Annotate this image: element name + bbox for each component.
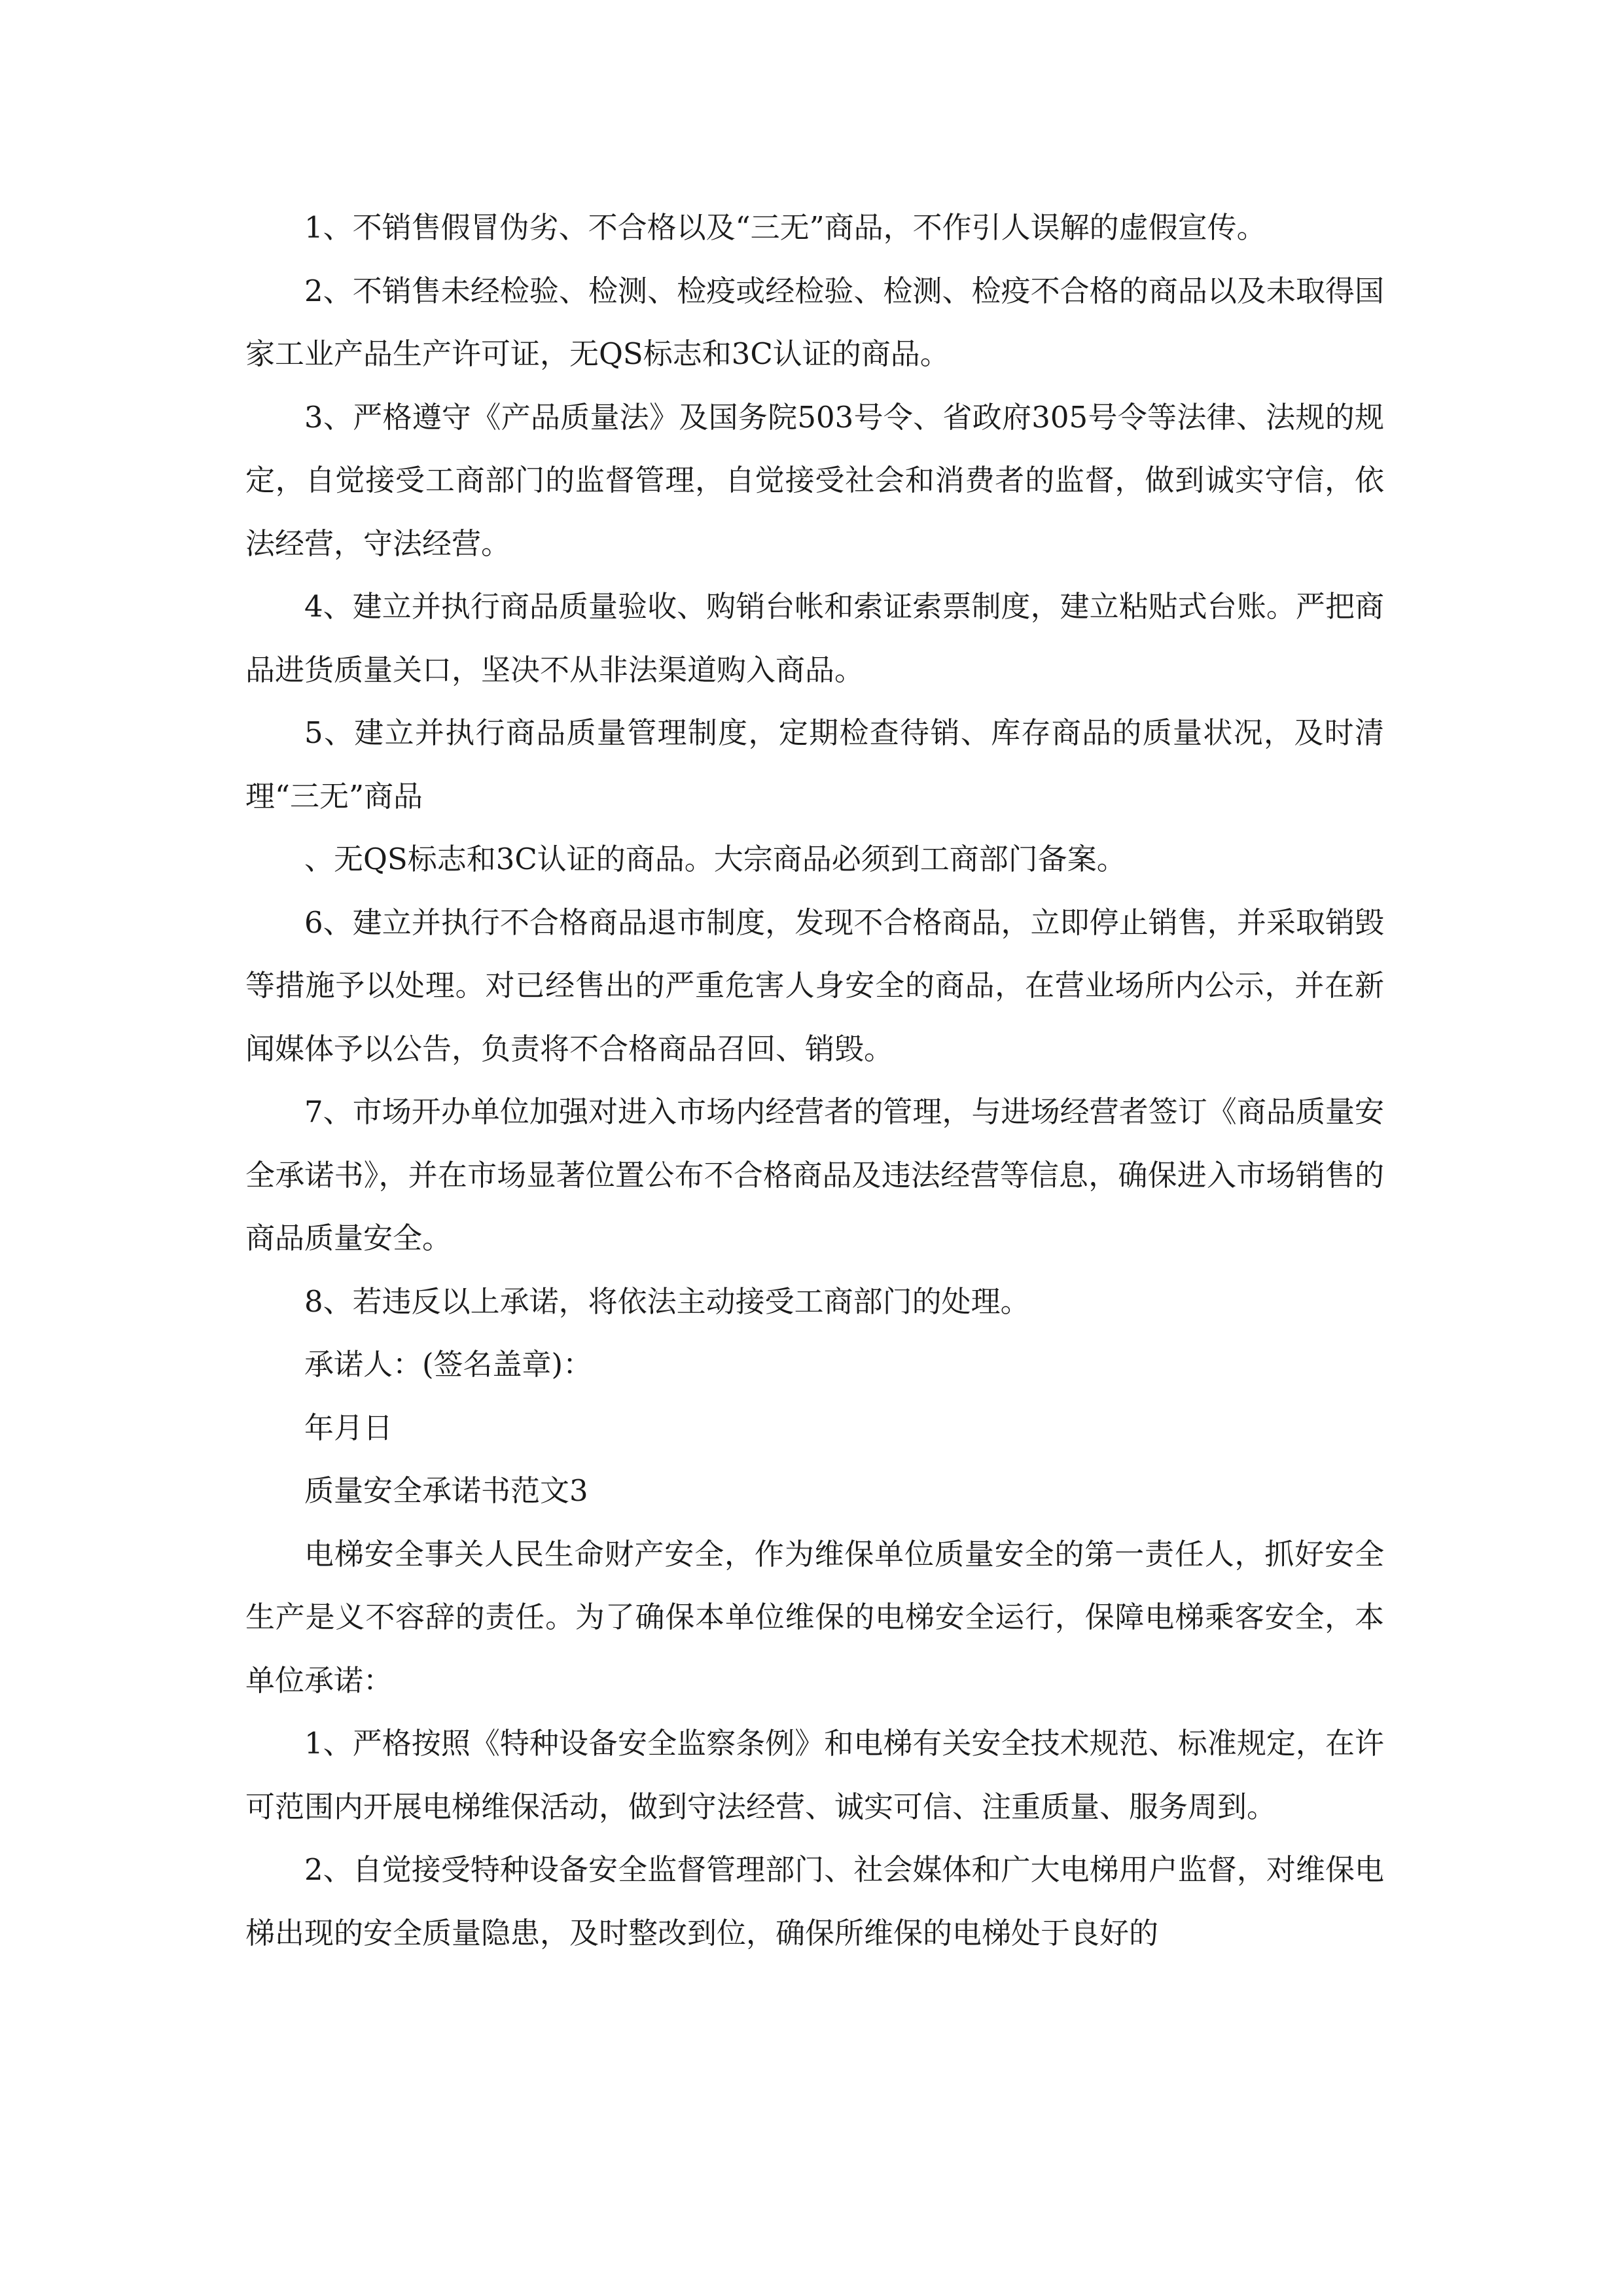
- paragraph: 4、建立并执行商品质量验收、购销台帐和索证索票制度，建立粘贴式台账。严把商品进货质量关口，坚决不从非法渠道购入商品。: [245, 589, 1384, 687]
- paragraph: 5、建立并执行商品质量管理制度，定期检查待销、库存商品的质量状况，及时清理“三无”商品: [245, 715, 1384, 814]
- paragraph: 6、建立并执行不合格商品退市制度，发现不合格商品，立即停止销售，并采取销毁等措施予以处理。对已经售出的严重危害人身安全的商品，在营业场所内公示，并在新闻媒体予以公告，负责将不合格商品召回、销毁。: [245, 905, 1384, 1066]
- paragraph: 承诺人：(签名盖章)：: [304, 1347, 593, 1382]
- paragraph: 2、不销售未经检验、检测、检疫或经检验、检测、检疫不合格的商品以及未取得国家工业产品生产许可证，无QS标志和3C认证的商品。: [245, 273, 1384, 371]
- paragraph: 7、市场开办单位加强对进入市场内经营者的管理，与进场经营者签订《商品质量安全承诺书》，并在市场显著位置公布不合格商品及违法经营等信息，确保进入市场销售的商品质量安全。: [245, 1094, 1384, 1255]
- paragraph: 质量安全承诺书范文3: [304, 1473, 588, 1508]
- paragraph: 1、不销售假冒伪劣、不合格以及“三无”商品，不作引人误解的虚假宣传。: [304, 210, 1266, 245]
- paragraph: 年月日: [304, 1410, 393, 1445]
- paragraph: 8、若违反以上承诺，将依法主动接受工商部门的处理。: [304, 1283, 1030, 1319]
- paragraph: 1、严格按照《特种设备安全监察条例》和电梯有关安全技术规范、标准规定，在许可范围内开展电梯维保活动，做到守法经营、诚实可信、注重质量、服务周到。: [245, 1726, 1384, 1824]
- paragraph: 、无QS标志和3C认证的商品。大宗商品必须到工商部门备案。: [304, 842, 1126, 876]
- paragraph: 3、严格遵守《产品质量法》及国务院503号令、省政府305号令等法律、法规的规定，自觉接受工商部门的监督管理，自觉接受社会和消费者的监督，做到诚实守信，依法经营，守法经营。: [245, 399, 1384, 561]
- paragraph: 电梯安全事关人民生命财产安全，作为维保单位质量安全的第一责任人，抓好安全生产是义不容辞的责任。为了确保本单位维保的电梯安全运行，保障电梯乘客安全，本单位承诺：: [245, 1536, 1384, 1698]
- document-body: [245, 196, 1384, 1965]
- paragraph: 2、自觉接受特种设备安全监督管理部门、社会媒体和广大电梯用户监督，对维保电梯出现的安全质量隐患，及时整改到位，确保所维保的电梯处于良好的: [245, 1852, 1384, 1950]
